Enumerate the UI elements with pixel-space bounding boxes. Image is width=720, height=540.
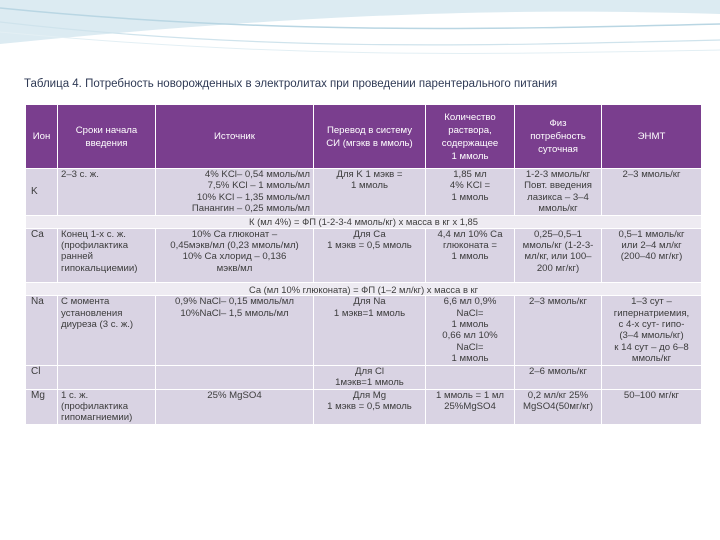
electrolyte-table: [25, 104, 702, 425]
cell-phys: 0,2 мл/кг 25% MgSO4(50мг/кг): [515, 389, 602, 424]
cell-phys: 2–3 ммоль/кг: [515, 296, 602, 365]
header-volume: Количество раствора, содержащее 1 ммоль: [426, 105, 515, 169]
cell-onset: 1 с. ж. (профилактика гипомагниемии): [58, 389, 156, 424]
cell-ion: Mg: [26, 389, 58, 424]
table-row-na: [26, 296, 702, 365]
cell-enmt: [602, 365, 702, 389]
cell-enmt: 0,5–1 ммоль/кг или 2–4 мл/кг (200–40 мг/кг): [602, 228, 702, 283]
cell-phys: 2–6 ммоль/кг: [515, 365, 602, 389]
cell-onset: 2–3 с. ж.: [58, 169, 156, 216]
cell-source: 4% KCl– 0,54 ммоль/мл 7,5% KCl – 1 ммоль/мл 10% KCl – 1,35 ммоль/мл Панангин – 0,25 ммоль/мл: [156, 169, 314, 216]
header-phys: Физ потребность суточная: [515, 105, 602, 169]
header-enmt: ЭНМТ: [602, 105, 702, 169]
cell-phys: 1-2-3 ммоль/кг Повт. введения лазикса – 3–4 ммоль/кг: [515, 169, 602, 216]
cell-source: 0,9% NaCl– 0,15 ммоль/мл 10%NaCl– 1,5 ммоль/мл: [156, 296, 314, 365]
cell-volume: [426, 365, 515, 389]
cell-enmt: 50–100 мг/кг: [602, 389, 702, 424]
cell-volume: 1 ммоль = 1 мл 25%MgSO4: [426, 389, 515, 424]
cell-source: [156, 365, 314, 389]
formula-row-ca: [26, 283, 702, 296]
cell-conversion: Для Cl 1мэкв=1 ммоль: [314, 365, 426, 389]
formula-k: К (мл 4%) = ФП (1-2-3-4 ммоль/кг) х масса в кг х 1,85: [26, 215, 702, 228]
table-row-cl: [26, 365, 702, 389]
decorative-wave-banner: [0, 0, 720, 70]
cell-volume: 1,85 мл 4% KCl = 1 ммоль: [426, 169, 515, 216]
cell-volume: 6,6 мл 0,9% NaCl= 1 ммоль 0,66 мл 10% NaCl= 1 ммоль: [426, 296, 515, 365]
cell-onset: С момента установления диуреза (3 с. ж.): [58, 296, 156, 365]
cell-conversion: Для Са 1 мэкв = 0,5 ммоль: [314, 228, 426, 283]
table-header-row: [26, 105, 702, 169]
header-conversion: Перевод в систему СИ (мгэкв в ммоль): [314, 105, 426, 169]
formula-row-k: [26, 215, 702, 228]
cell-onset: [58, 365, 156, 389]
cell-conversion: Для K 1 мэкв = 1 ммоль: [314, 169, 426, 216]
cell-phys: 0,25–0,5–1 ммоль/кг (1-2-3- мл/кг, или 100– 200 мг/кг): [515, 228, 602, 283]
header-onset: Сроки начала введения: [58, 105, 156, 169]
header-source: Источник: [156, 105, 314, 169]
cell-onset: Конец 1-х с. ж. (профилактика ранней гипокальциемии): [58, 228, 156, 283]
cell-enmt: 1–3 сут – гипернатриемия, с 4-х сут- гипо- (3–4 ммоль/кг) к 14 сут – до 6–8 ммоль/кг: [602, 296, 702, 365]
table-row-ca: [26, 228, 702, 283]
cell-ion: Na: [26, 296, 58, 365]
cell-source: 10% Са глюконат – 0,45мэкв/мл (0,23 ммоль/мл) 10% Са хлорид – 0,136 мэкв/мл: [156, 228, 314, 283]
cell-enmt: 2–3 ммоль/кг: [602, 169, 702, 216]
cell-ion: K: [26, 169, 58, 216]
cell-volume: 4,4 мл 10% Са глюконата = 1 ммоль: [426, 228, 515, 283]
cell-ion: Cl: [26, 365, 58, 389]
cell-source: 25% MgSO4: [156, 389, 314, 424]
cell-conversion: Для Na 1 мэкв=1 ммоль: [314, 296, 426, 365]
table-row-mg: [26, 389, 702, 424]
table-row-k: [26, 169, 702, 216]
page-title: Таблица 4. Потребность новорожденных в электролитах при проведении парентерального питания: [24, 78, 558, 90]
formula-ca: Са (мл 10% глюконата) = ФП (1–2 мл/кг) х масса в кг: [26, 283, 702, 296]
cell-conversion: Для Mg 1 мэкв = 0,5 ммоль: [314, 389, 426, 424]
header-ion: Ион: [26, 105, 58, 169]
cell-ion: Ca: [26, 228, 58, 283]
